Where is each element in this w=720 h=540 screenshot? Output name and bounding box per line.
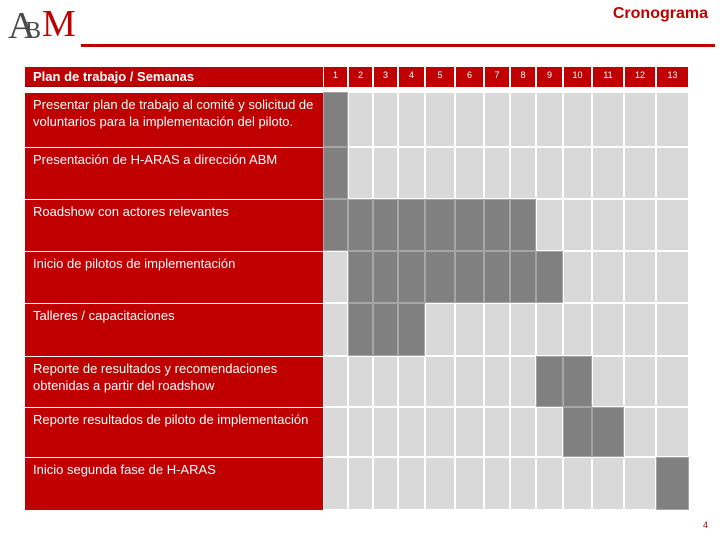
schedule-cell [510, 92, 536, 147]
schedule-cell [536, 147, 563, 199]
schedule-cell [563, 251, 592, 303]
schedule-cell-active [398, 303, 425, 356]
schedule-cell [373, 356, 398, 407]
schedule-cell [348, 92, 373, 147]
schedule-cell [484, 407, 510, 457]
schedule-cell-active [536, 356, 563, 407]
schedule-cell [484, 303, 510, 356]
table-header-label: Plan de trabajo / Semanas [25, 67, 323, 87]
schedule-cell [592, 147, 624, 199]
schedule-cell-active [563, 407, 592, 457]
schedule-cell [656, 303, 689, 356]
schedule-cell [348, 147, 373, 199]
schedule-cell [455, 407, 484, 457]
schedule-cell [510, 356, 536, 407]
schedule-cell [373, 147, 398, 199]
schedule-cell [455, 92, 484, 147]
schedule-cell [484, 457, 510, 510]
schedule-cell [348, 407, 373, 457]
schedule-cell [348, 457, 373, 510]
schedule-cell [656, 92, 689, 147]
week-header: 6 [456, 67, 483, 87]
schedule-cell-active [373, 199, 398, 251]
schedule-cell [536, 457, 563, 510]
abm-logo [8, 2, 80, 46]
schedule-cell [323, 407, 348, 457]
title-underline [81, 44, 715, 47]
schedule-cell [563, 199, 592, 251]
schedule-cell [656, 356, 689, 407]
week-header: 9 [537, 67, 562, 87]
schedule-cell [624, 147, 656, 199]
schedule-cell [455, 457, 484, 510]
schedule-cell [624, 356, 656, 407]
schedule-cell [656, 147, 689, 199]
schedule-cell-active [348, 251, 373, 303]
week-header: 12 [625, 67, 655, 87]
schedule-cell [536, 303, 563, 356]
schedule-cell-active [425, 199, 455, 251]
schedule-cell-active [455, 251, 484, 303]
task-label: Inicio segunda fase de H-ARAS [25, 457, 323, 510]
week-header: 10 [564, 67, 591, 87]
schedule-cell [398, 92, 425, 147]
task-label: Talleres / capacitaciones [25, 303, 323, 356]
schedule-cell [425, 303, 455, 356]
schedule-cell [592, 356, 624, 407]
week-header: 4 [399, 67, 424, 87]
week-header: 2 [349, 67, 372, 87]
schedule-cell [624, 199, 656, 251]
schedule-cell [536, 92, 563, 147]
schedule-cell [348, 356, 373, 407]
week-header: 13 [657, 67, 688, 87]
schedule-cell-active [656, 457, 689, 510]
task-label: Roadshow con actores relevantes [25, 199, 323, 251]
logo-letter-m: M [42, 3, 76, 45]
schedule-cell [398, 457, 425, 510]
schedule-cell-active [484, 199, 510, 251]
schedule-cell-active [398, 199, 425, 251]
schedule-cell [398, 407, 425, 457]
schedule-cell [373, 92, 398, 147]
schedule-cell [592, 199, 624, 251]
schedule-cell [624, 457, 656, 510]
schedule-cell-active [398, 251, 425, 303]
schedule-cell-active [425, 251, 455, 303]
schedule-cell [425, 356, 455, 407]
schedule-cell [425, 92, 455, 147]
schedule-cell [425, 147, 455, 199]
schedule-cell [425, 407, 455, 457]
task-label: Reporte de resultados y recomendaciones obtenidas a partir del roadshow [25, 356, 323, 407]
schedule-cell [455, 147, 484, 199]
page-number: 4 [702, 520, 708, 530]
schedule-cell [592, 303, 624, 356]
schedule-cell [563, 92, 592, 147]
schedule-cell [510, 303, 536, 356]
schedule-cell [592, 457, 624, 510]
logo-letter-b: B [25, 18, 42, 44]
schedule-cell [624, 303, 656, 356]
schedule-cell [323, 356, 348, 407]
schedule-cell [398, 356, 425, 407]
schedule-cell [624, 92, 656, 147]
schedule-cell [425, 457, 455, 510]
schedule-cell [510, 407, 536, 457]
schedule-cell [455, 303, 484, 356]
schedule-cell-active [455, 199, 484, 251]
schedule-cell [656, 199, 689, 251]
schedule-cell [563, 303, 592, 356]
task-label: Reporte resultados de piloto de implementación [25, 407, 323, 457]
schedule-cell-active [373, 251, 398, 303]
schedule-cell [484, 356, 510, 407]
week-header: 7 [485, 67, 509, 87]
week-header: 3 [374, 67, 397, 87]
schedule-cell-active [510, 199, 536, 251]
schedule-cell [373, 457, 398, 510]
schedule-cell [510, 457, 536, 510]
page-title: Cronograma [612, 5, 708, 22]
logo-letter-a: A [8, 5, 30, 47]
schedule-cell [323, 251, 348, 303]
schedule-cell [455, 356, 484, 407]
schedule-cell-active [563, 356, 592, 407]
schedule-cell [563, 147, 592, 199]
schedule-cell-active [510, 251, 536, 303]
week-header: 8 [511, 67, 535, 87]
schedule-cell [624, 251, 656, 303]
schedule-cell [510, 147, 536, 199]
schedule-cell [323, 303, 348, 356]
schedule-cell [592, 251, 624, 303]
week-header: 1 [324, 67, 347, 87]
schedule-cell [484, 92, 510, 147]
schedule-cell-active [484, 251, 510, 303]
schedule-cell-active [536, 251, 563, 303]
schedule-cell [656, 407, 689, 457]
schedule-cell [323, 457, 348, 510]
schedule-cell [536, 199, 563, 251]
schedule-cell-active [348, 303, 373, 356]
week-header: 5 [426, 67, 454, 87]
schedule-cell-active [373, 303, 398, 356]
schedule-cell [536, 407, 563, 457]
schedule-cell-active [323, 199, 348, 251]
schedule-cell-active [323, 92, 348, 147]
schedule-cell-active [592, 407, 624, 457]
schedule-cell [563, 457, 592, 510]
task-label: Presentar plan de trabajo al comité y solicitud de voluntarios para la implementación del piloto. [25, 92, 323, 147]
task-label: Inicio de pilotos de implementación [25, 251, 323, 303]
schedule-cell [624, 407, 656, 457]
schedule-cell-active [323, 147, 348, 199]
schedule-cell [373, 407, 398, 457]
schedule-cell [656, 251, 689, 303]
schedule-cell [592, 92, 624, 147]
task-label: Presentación de H-ARAS a dirección ABM [25, 147, 323, 199]
schedule-cell-active [348, 199, 373, 251]
schedule-cell [484, 147, 510, 199]
week-header: 11 [593, 67, 623, 87]
schedule-cell [398, 147, 425, 199]
